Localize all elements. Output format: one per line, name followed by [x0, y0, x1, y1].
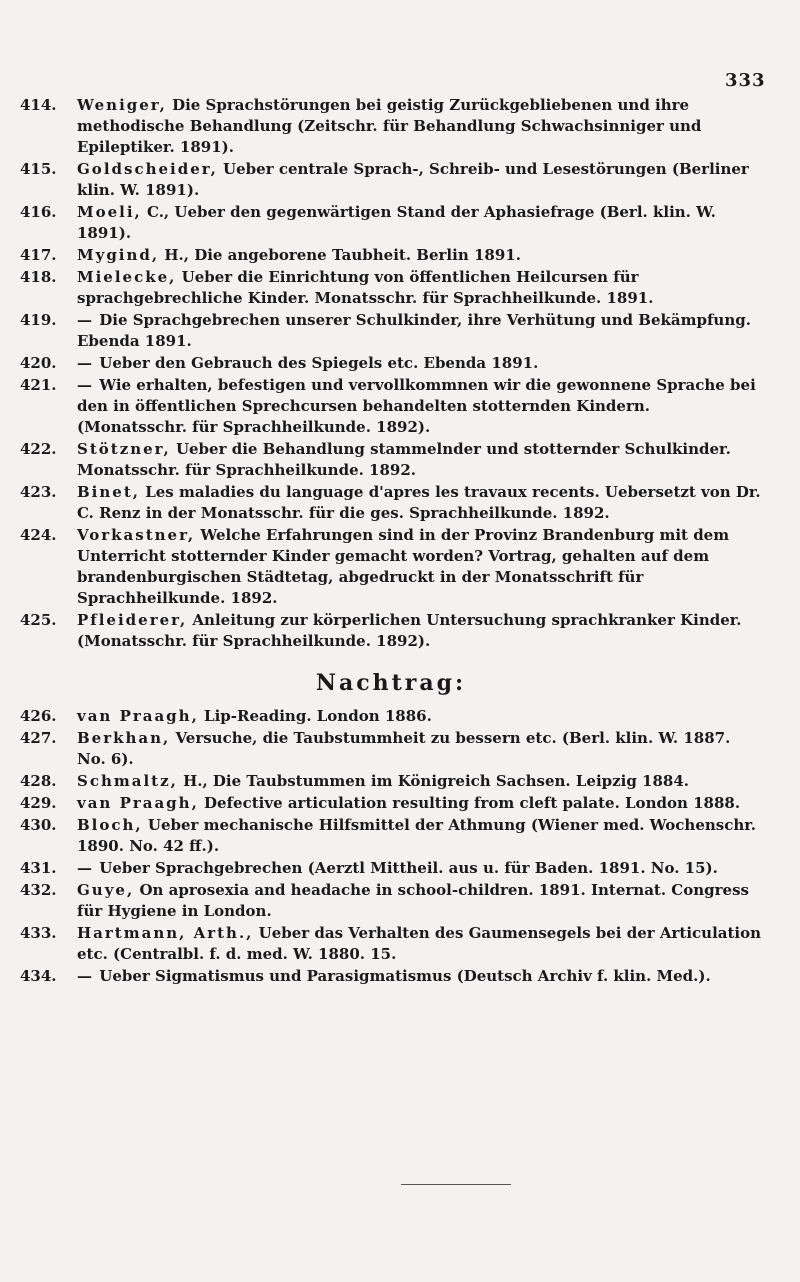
entry-author: Weniger, [77, 96, 167, 114]
entry-author: Berkhan, [77, 729, 171, 747]
entry-author: Goldscheider, [77, 160, 218, 178]
entry-author: Schmaltz, [77, 772, 178, 790]
entry-number: 422. [20, 440, 57, 458]
list-item [20, 353, 762, 374]
entry-text: Defective articulation resulting from cleft palate. London 1888. [204, 794, 741, 812]
entry-text: Welche Erfahrungen sind in der Provinz Brandenburg mit dem Unterricht stotternder Kinder gemacht worden? Vortrag, gehalten auf dem brandenburgischen Städtetag, abgedruckt in der Monatsschrift für Sprachheilkunde. 1892. [77, 526, 730, 607]
list-item [20, 728, 762, 770]
entries-supplement [20, 706, 762, 987]
entry-text: Ueber den Gebrauch des Spiegels etc. Ebenda 1891. [99, 354, 539, 372]
list-item [20, 880, 762, 922]
entry-number: 425. [20, 611, 57, 629]
list-item [20, 923, 762, 965]
entry-text: Anleitung zur körperlichen Untersuchung sprachkranker Kinder. (Monatsschr. für Sprachheilkunde. 1892). [77, 611, 742, 650]
entry-author: Vorkastner, [77, 526, 196, 544]
list-item [20, 159, 762, 201]
page-number: 333 [725, 70, 766, 91]
entry-author: Guye, [77, 881, 135, 899]
list-item [20, 793, 762, 814]
entry-number: 432. [20, 881, 57, 899]
entries-main [20, 95, 762, 652]
list-item [20, 966, 762, 987]
entry-number: 427. [20, 729, 57, 747]
entry-author: — [77, 311, 94, 329]
entry-author: — [77, 967, 94, 985]
entry-author: Mielecke, [77, 268, 177, 286]
entry-author: — [77, 354, 94, 372]
entry-number: 419. [20, 311, 57, 329]
entry-text: H., Die angeborene Taubheit. Berlin 1891. [164, 246, 521, 264]
section-title: Nachtrag: [315, 670, 467, 696]
entry-text: Ueber centrale Sprach-, Schreib- und Lesestörungen (Berliner klin. W. 1891). [77, 160, 749, 199]
entry-author: Binet, [77, 483, 140, 501]
entry-number: 414. [20, 96, 57, 114]
entry-author: Bloch, [77, 816, 143, 834]
entry-number: 434. [20, 967, 57, 985]
entry-number: 426. [20, 707, 57, 725]
entry-text: Die Sprachgebrechen unserer Schulkinder, ihre Verhütung und Bekämpfung. Ebenda 1891. [77, 311, 751, 350]
entry-number: 428. [20, 772, 57, 790]
entry-number: 429. [20, 794, 57, 812]
entry-text: Die Sprachstörungen bei geistig Zurückgebliebenen und ihre methodische Behandlung (Zeitschr. für Behandlung Schwachsinniger und Epileptiker. 1891). [77, 96, 702, 156]
entry-text: C., Ueber den gegenwärtigen Stand der Aphasiefrage (Berl. klin. W. 1891). [77, 203, 716, 242]
entry-text: Wie erhalten, befestigen und vervollkommnen wir die gewonnene Sprache bei den in öffentlichen Sprechcursen behandelten stotternden Kindern. (Monatsschr. für Sprachheilkunde. 1892). [77, 376, 756, 436]
entry-text: Ueber Sigmatismus und Parasigmatismus (Deutsch Archiv f. klin. Med.). [99, 967, 711, 985]
entry-number: 424. [20, 526, 57, 544]
entry-author: van Praagh, [77, 794, 199, 812]
list-item [20, 771, 762, 792]
entry-text: Ueber Sprachgebrechen (Aerztl Mittheil. aus u. für Baden. 1891. No. 15). [99, 859, 718, 877]
list-item [20, 310, 762, 352]
entry-number: 421. [20, 376, 57, 394]
entry-text: Ueber die Behandlung stammelnder und stotternder Schulkinder. Monatsschr. für Sprachheilkunde. 1892. [77, 440, 731, 479]
entry-author: Moeli, [77, 203, 142, 221]
list-item [20, 482, 762, 524]
list-item [20, 95, 762, 158]
entry-text: Versuche, die Taubstummheit zu bessern etc. (Berl. klin. W. 1887. No. 6). [77, 729, 731, 768]
entry-author: Mygind, [77, 246, 160, 264]
list-item [20, 267, 762, 309]
list-item [20, 439, 762, 481]
list-item [20, 202, 762, 244]
list-item [20, 245, 762, 266]
list-item [20, 706, 762, 727]
entry-number: 416. [20, 203, 57, 221]
entry-text: On aprosexia and headache in school-children. 1891. Internat. Congress für Hygiene in London. [77, 881, 749, 920]
entry-author: Pfleiderer, [77, 611, 188, 629]
entry-text: Les maladies du language d'apres les travaux recents. Uebersetzt von Dr. C. Renz in der Monatsschr. für die ges. Sprachheilkunde. 1892. [77, 483, 761, 522]
entry-author: van Praagh, [77, 707, 199, 725]
entry-number: 431. [20, 859, 57, 877]
entry-author: — [77, 376, 94, 394]
entry-number: 417. [20, 246, 57, 264]
entry-text: Ueber mechanische Hilfsmittel der Athmung (Wiener med. Wochenschr. 1890. No. 42 ff.). [77, 816, 757, 855]
entry-author: Hartmann, Arth., [77, 924, 254, 942]
entry-number: 423. [20, 483, 57, 501]
entry-number: 430. [20, 816, 57, 834]
entry-text: Lip-Reading. London 1886. [204, 707, 432, 725]
entry-text: H., Die Taubstummen im Königreich Sachsen. Leipzig 1884. [183, 772, 690, 790]
footer-rule [401, 1184, 511, 1185]
entry-number: 415. [20, 160, 57, 178]
entry-author: Stötzner, [77, 440, 171, 458]
entry-number: 420. [20, 354, 57, 372]
list-item [20, 375, 762, 438]
list-item [20, 610, 762, 652]
entry-author: — [77, 859, 94, 877]
entry-text: Ueber das Verhalten des Gaumensegels bei der Articulation etc. (Centralbl. f. d. med. W. 1880. 15. [77, 924, 762, 963]
list-item [20, 525, 762, 609]
list-item [20, 858, 762, 879]
list-item [20, 815, 762, 857]
entry-text: Ueber die Einrichtung von öffentlichen Heilcursen für sprachgebrechliche Kinder. Monatsschr. für Sprachheilkunde. 1891. [77, 268, 654, 307]
entry-number: 418. [20, 268, 57, 286]
entry-number: 433. [20, 924, 57, 942]
bibliography [20, 95, 762, 988]
